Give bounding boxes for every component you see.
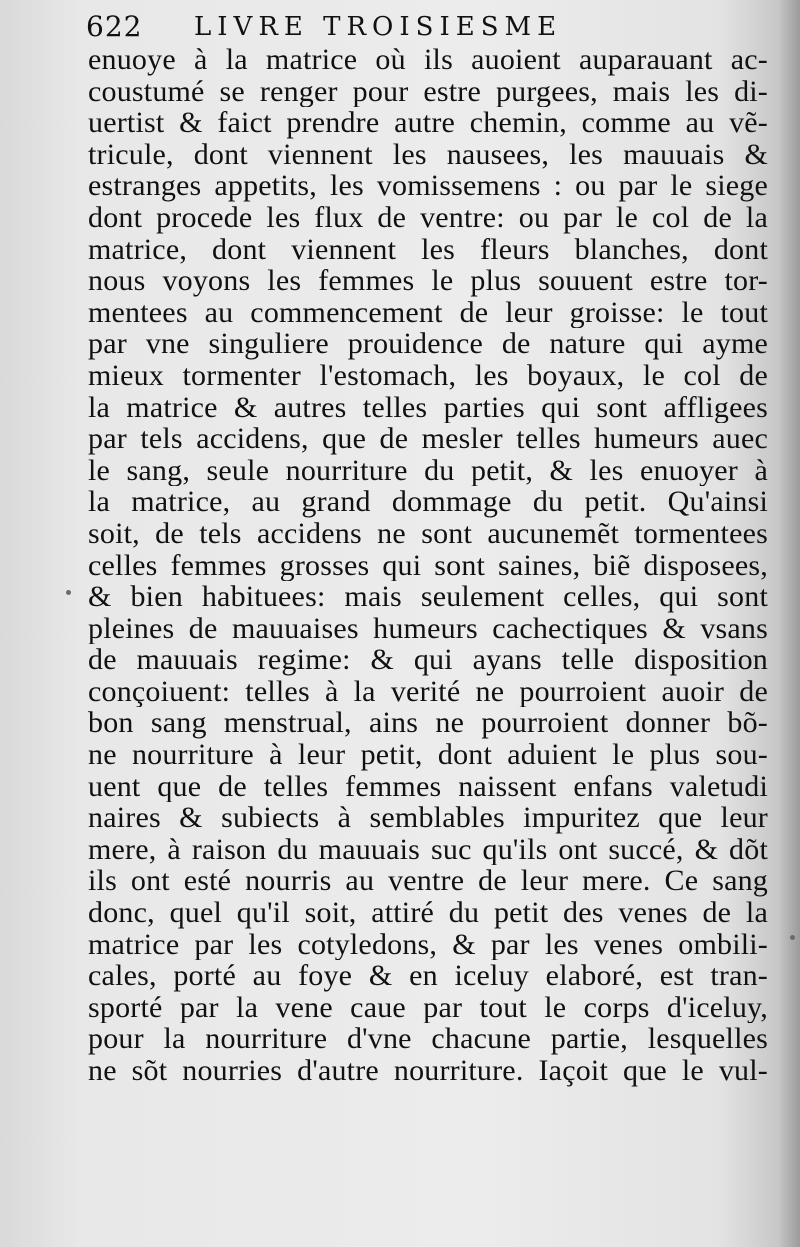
text-line: le sang, seule nourriture du petit, & les enuoyer à (88, 454, 768, 487)
page-number: 622 (86, 10, 143, 43)
text-line: ne nourriture à leur petit, dont aduient le plus sou- (88, 739, 768, 771)
text-line: ils ont esté nourris au ventre de leur mere. Ce sang (88, 865, 768, 898)
text-line: soit, de tels accidens ne sont aucunemẽt tormentees (88, 517, 768, 550)
text-line: pour la nourriture d'vne chacune partie, lesquelles (88, 1023, 768, 1055)
text-line: conçoiuent: telles à la verité ne pourroient auoir de (88, 675, 768, 708)
text-line: la matrice, au grand dommage du petit. Qu'ainsi (88, 486, 768, 518)
text-line: celles femmes grosses qui sont saines, biẽ disposees, (88, 549, 768, 582)
page-edge-shadow (778, 0, 800, 1247)
text-line: coustumé se renger pour estre purgees, mais les di- (88, 75, 768, 108)
text-line: matrice par les cotyledons, & par les venes ombili- (88, 928, 768, 961)
text-line: mentees au commencement de leur groisse: le tout (88, 296, 768, 329)
text-line: nous voyons les femmes le plus souuent estre tor- (88, 265, 768, 297)
text-line: naires & subiects à semblables impuritez que leur (88, 802, 768, 834)
text-line: mieux tormenter l'estomach, les boyaux, le col de (88, 359, 768, 392)
text-line: & bien habituees: mais seulement celles, qui sont (88, 581, 768, 613)
page-header (86, 10, 766, 46)
text-line: dont procede les flux de ventre: ou par le col de la (88, 201, 768, 234)
running-head: LIVRE TROISIESME (194, 12, 563, 42)
text-line: sporté par la vene caue par tout le corps d'iceluy, (88, 991, 768, 1024)
text-line: uent que de telles femmes naissent enfans valetudi (88, 770, 768, 803)
text-line: ne sõt nourries d'autre nourriture. Iaçoit que le vul- (88, 1055, 768, 1087)
text-line: bon sang menstrual, ains ne pourroient donner bõ- (88, 707, 768, 740)
ink-speck (66, 590, 71, 595)
text-line: estranges appetits, les vomissemens : ou par le siege (88, 170, 768, 202)
text-line: de mauuais regime: & qui ayans telle disposition (88, 644, 768, 676)
text-line: matrice, dont viennent les fleurs blanches, dont (88, 233, 768, 266)
text-line: uertist & faict prendre autre chemin, comme au vẽ- (88, 107, 768, 139)
text-line: enuoye à la matrice où ils auoient auparauant ac- (88, 44, 768, 76)
text-line: cales, porté au foye & en iceluy elaboré, est tran- (88, 960, 768, 992)
text-line: par tels accidens, que de mesler telles humeurs auec (88, 423, 768, 455)
ink-speck (790, 935, 795, 940)
body-text (88, 44, 768, 1087)
text-line: donc, quel qu'il soit, attiré du petit des venes de la (88, 897, 768, 929)
text-line: tricule, dont viennent les nausees, les mauuais & (88, 138, 768, 171)
text-line: pleines de mauuaises humeurs cachectiques & vsans (88, 612, 768, 645)
text-line: mere, à raison du mauuais suc qu'ils ont succé, & dõt (88, 833, 768, 866)
text-line: la matrice & autres telles parties qui sont affligees (88, 391, 768, 424)
text-line: par vne singuliere prouidence de nature qui ayme (88, 328, 768, 360)
